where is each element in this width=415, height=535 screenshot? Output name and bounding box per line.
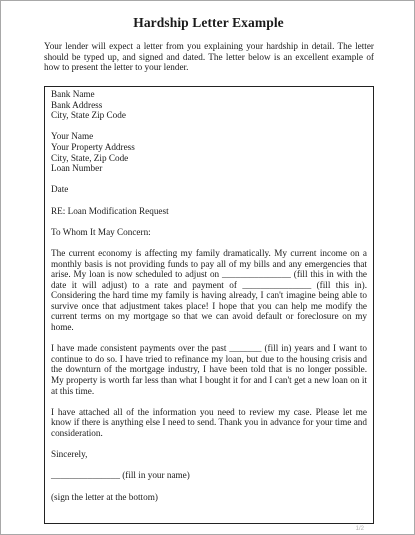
- page-number: 1/2: [355, 526, 364, 532]
- closing: Sincerely,: [51, 449, 88, 460]
- signature-line: _______________ (fill in your name): [51, 470, 190, 481]
- intro-paragraph: Your lender will expect a letter from you explaining your hardship in detail. The letter should be typed up, and signed and dated. The letter below is an excellent example of how to present the letter to your lender.: [44, 41, 374, 73]
- date-line: Date: [51, 184, 69, 195]
- subject-line: RE: Loan Modification Request: [51, 205, 169, 216]
- bank-name-line: Bank Name: [51, 89, 95, 99]
- sender-address-block: [51, 131, 367, 173]
- loan-number-line: Loan Number: [51, 163, 103, 174]
- letter-template-box: [44, 86, 374, 524]
- body-paragraph-3: I have attached all of the information you need to review my case. Please let me know if there is anything else I need to send. Thank you in advance for your time and consideration.: [51, 406, 367, 438]
- your-city-line: City, State, Zip Code: [51, 152, 129, 163]
- body-paragraph-2: I have made consistent payments over the past _______ (fill in) years and I want to continue to do so. I have tried to refinance my loan, but due to the housing crisis and the downturn of the mortgage industry, I have been told that is no longer possible. My property is worth far less than what I bought it for and I can't get a new loan on it at this time.: [51, 343, 367, 396]
- document-title: Hardship Letter Example: [133, 15, 284, 30]
- your-name-line: Your Name: [51, 131, 94, 142]
- bank-address-block: [51, 89, 367, 121]
- body-paragraph-1: The current economy is affecting my family dramatically. My current income on a monthly basis is not providing funds to pay all of my bills and any emergencies that arise. My loan is now scheduled to adjust on _______________ (fill this in with the date it will adjust) to a rate and payment of _______________ (fill this in). Considering the hard time my family is having already, I can't imagine being able to survive once that adjustment takes place! I hope that you can help me modify the current terms on my mortgage so that we can avoid default or foreclosure on my home.: [51, 247, 367, 333]
- sign-note: (sign the letter at the bottom): [51, 491, 158, 502]
- bank-city-line: City, State Zip Code: [51, 110, 126, 121]
- bank-address-line: Bank Address: [51, 99, 103, 110]
- your-property-address-line: Your Property Address: [51, 141, 135, 152]
- salutation: To Whom It May Concern:: [51, 226, 151, 237]
